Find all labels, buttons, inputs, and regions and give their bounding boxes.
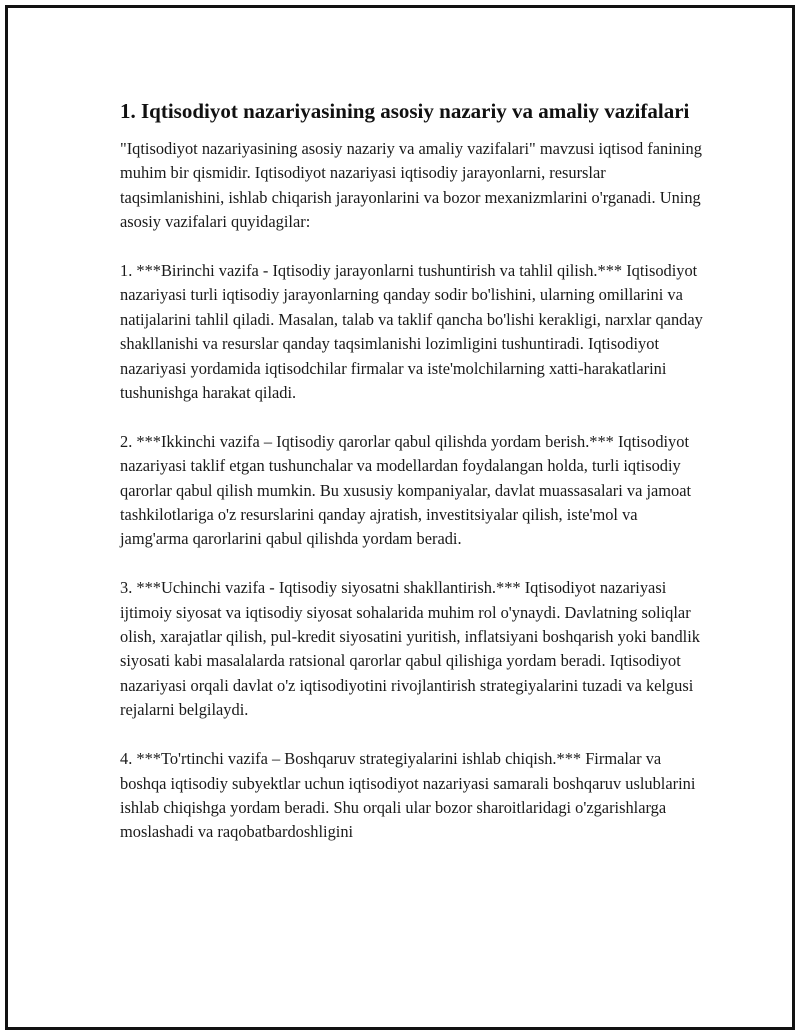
paragraph-intro: "Iqtisodiyot nazariyasining asosiy nazariy va amaliy vazifalari" mavzusi iqtisod fanining muhim bir qismidir. Iqtisodiyot nazariyasi iqtisodiy jarayonlarni, resurslar taqsimlanishini, ishlab chiqarish jarayonlarini va bozor mexanizmlarini o'rganadi. Uning asosiy vazifalari quyidagilar: [120,139,702,232]
document-content [120,98,705,869]
paragraph-task-2: 2. ***Ikkinchi vazifa – Iqtisodiy qarorlar qabul qilishda yordam berish.*** Iqtisodiyot nazariyasi taklif etgan tushunchalar va modellardan foydalangan holda, turli iqtisodiy qarorlar qabul qilish mumkin. Bu xususiy kompaniyalar, davlat muassasalari va jamoat tashkilotlariga o'z resurslarini qanday ajratish, investitsiyalar qilish, iste'mol va jamg'arma qarorlarini qabul qilishda yordam beradi. [120,431,692,549]
paragraph-task-3: 3. ***Uchinchi vazifa - Iqtisodiy siyosatni shakllantirish.*** Iqtisodiyot nazariyasi ijtimoiy siyosat va iqtisodiy siyosat sohalarida muhim rol o'ynaydi. Davlatning soliqlar olish, xarajatlar qilish, pul-kredit siyosatini yuritish, inflatsiyani boshqarish yoki bandlik siyosati kabi masalalarda ratsional qarorlar qabul qilishiga yordam beradi. Iqtisodiyot nazariyasi orqali davlat o'z iqtisodiyotini rivojlantirish strategiyalarini tuzadi va kelgusi rejalarni belgilaydi. [120,578,700,720]
paragraph-task-1: 1. ***Birinchi vazifa - Iqtisodiy jarayonlarni tushuntirish va tahlil qilish.*** Iqtisodiyot nazariyasi turli iqtisodiy jarayonlarning qanday sodir bo'lishini, ularning omillarini va natijalarini tahlil qiladi. Masalan, talab va taklif qancha bo'lishi kerakligi, narxlar qanday shakllanishi va resurslar qanday taqsimlanishi lozimligini tushuntiradi. Iqtisodiyot nazariyasi yordamida iqtisodchilar firmalar va iste'molchilarning xatti-harakatlarini tushunishga harakat qiladi. [120,261,703,403]
document-page [5,5,795,1030]
paragraph-task-4: 4. ***To'rtinchi vazifa – Boshqaruv strategiyalarini ishlab chiqish.*** Firmalar va boshqa iqtisodiy subyektlar uchun iqtisodiyot nazariyasi samarali boshqaruv uslublarini ishlab chiqishga yordam beradi. Shu orqali ular bozor sharoitlaridagi o'zgarishlarga moslashadi va raqobatbardoshligini [120,749,696,842]
section-heading: 1. Iqtisodiyot nazariyasining asosiy nazariy va amaliy vazifalari [120,99,690,123]
